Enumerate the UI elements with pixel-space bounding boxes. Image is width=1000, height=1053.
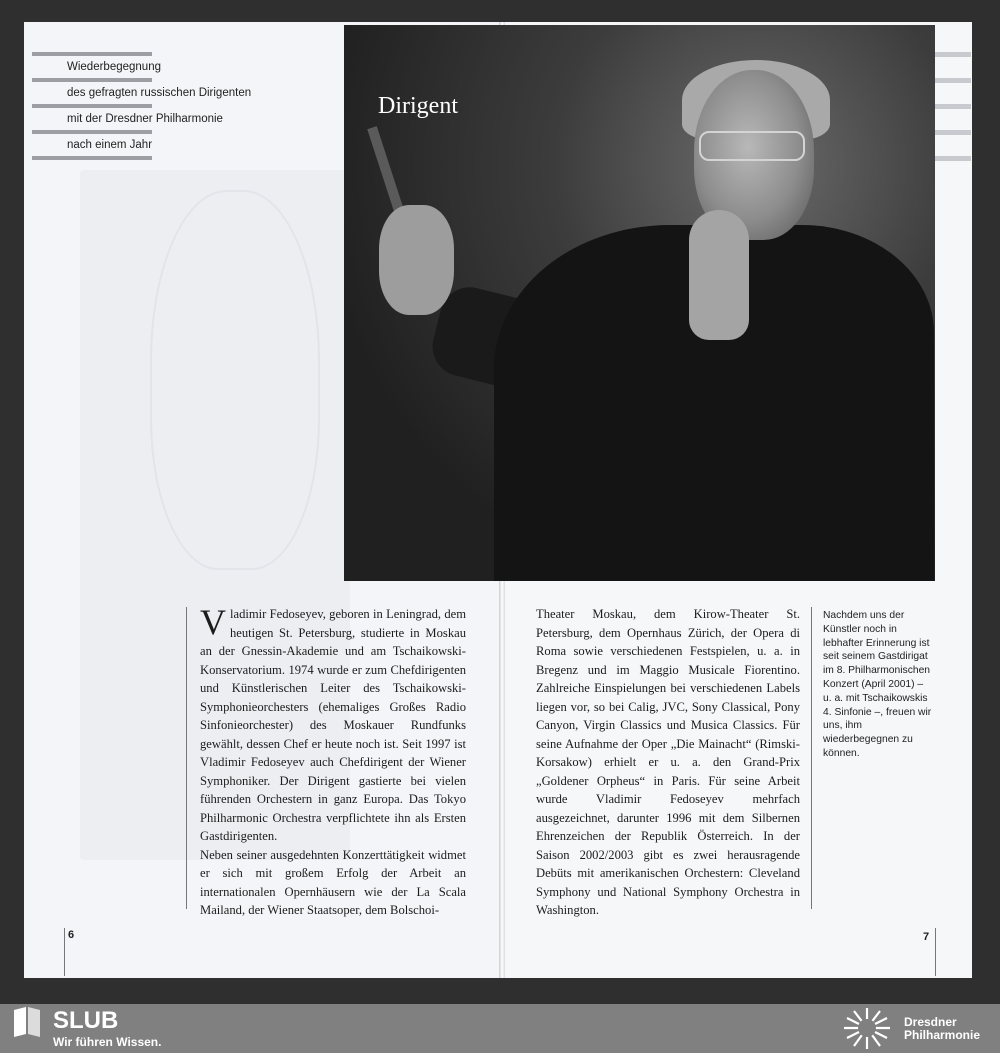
dresdner-philharmonie-logo-icon xyxy=(842,1006,892,1050)
intro-rule xyxy=(32,52,152,56)
intro-line-4: nach einem Jahr xyxy=(67,139,153,151)
intro-line-3: mit der Dresdner Philharmonie xyxy=(67,113,223,125)
intro-line-1: Wiederbegegnung xyxy=(67,61,161,73)
dp-line-2: Philharmonie xyxy=(904,1028,981,1042)
article-paragraph-2: Neben seiner ausgedehnten Konzerttätigkeit widmet er sich mit großem Erfolg der Arbeit an internationalen Opernhäusern wie der La Scala Mailand, der Wiener Staatsoper, dem Bolschoi- xyxy=(200,847,466,917)
article-paragraph-1: ladimir Fedoseyev, geboren in Leningrad, dem heutigen St. Petersburg, studierte in Moskau an der Gnessin-Akademie und am Tschaikowski-Konservatorium. 1974 wurde er zum Chefdirigenten und Künstlerischen Leiter des Tschaikowski-Symphonieorchesters (ehemaliges Großes Radio Sinfonieorchester) des Moskauer Rundfunks gewählt, dessen Chef er heute noch ist. Seit 1997 ist Vladimir Fedoseyev auch Chefdirigent der Wiener Symphoniker. Der Dirigent gastierte bei vielen führenden Orchestern in ganz Europa. Das Tokyo Philharmonic Orchestra verpflichtete ihn als Ersten Gastdirigenten. xyxy=(200,607,466,843)
photo-hand xyxy=(379,205,454,315)
edge-tab xyxy=(935,156,971,161)
slub-title: SLUB xyxy=(53,1007,119,1034)
slub-logo-icon xyxy=(12,1006,42,1038)
drop-cap: V xyxy=(200,602,226,642)
edge-tab xyxy=(935,104,971,109)
page-number-left: 6 xyxy=(68,929,75,941)
side-note: Nachdem uns der Künstler noch in lebhafter Erinnerung ist seit seinem Gastdirigat im 8. Philharmonischen Konzert (April 2001) – u. a. mit Tschaikowskis 4. Sinfonie –, freuen wir uns, ihm wiederbegegnen zu können. xyxy=(823,610,932,759)
section-heading: Dirigent xyxy=(378,93,458,119)
intro-rule xyxy=(32,130,152,134)
slub-tagline: Wir führen Wissen. xyxy=(53,1035,162,1049)
intro-rule xyxy=(32,104,152,108)
intro-line-2: des gefragten russischen Dirigenten xyxy=(67,87,252,99)
photo-glasses xyxy=(699,131,805,161)
page-number-rule xyxy=(935,928,936,976)
article-column-2: Theater Moskau, dem Kirow-Theater St. Petersburg, dem Opernhaus Zürich, der Opera di Roma sowie verschiedenen Festspielen, u. a. in Bregenz und im Maggio Musicale Fiorentino. Zahlreiche Einspielungen bei verschiedenen Labels liegen vor, so bei Calig, JVC, Sony Classical, Pony Canyon, Virgin Classics und Musica Classics. Für seine Aufnahme der Oper „Die Mainacht“ (Rimski-Korsakow) erhielt er u. a. den Grand-Prix „Goldener Orpheus“ in Paris. Für seine Arbeit wurde Vladimir Fedoseyev mehrfach ausgezeichnet, darunter 1996 mit dem Silbernen Ehrenzeichen der Republik Österreich. In der Saison 2002/2003 gibt es zwei herausragende Debüts mit amerikanischen Orchestern: Cleveland Symphony und National Symphony Orchestra in Washington. xyxy=(536,607,800,917)
article-column-1 xyxy=(200,602,466,920)
column-rule xyxy=(186,607,187,909)
dp-line-1: Dresdner xyxy=(904,1015,957,1029)
column-rule xyxy=(811,607,812,909)
show-through-drawing xyxy=(150,190,320,570)
dresdner-philharmonie-wordmark xyxy=(904,1016,980,1042)
intro-rule xyxy=(32,78,152,82)
photo-raised-finger xyxy=(689,210,749,340)
intro-rule xyxy=(32,156,152,160)
edge-tab xyxy=(935,52,971,57)
page-number-right: 7 xyxy=(923,931,930,943)
edge-tab xyxy=(935,130,971,135)
page-number-rule xyxy=(64,928,65,976)
edge-tab xyxy=(935,78,971,83)
